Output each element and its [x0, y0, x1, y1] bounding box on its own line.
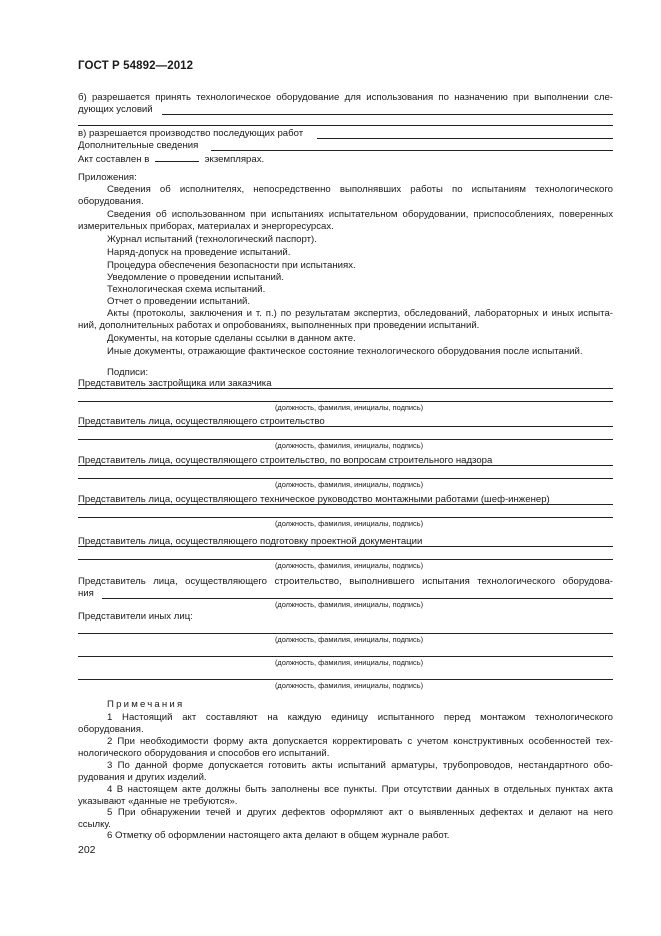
signature-caption: (должность, фамилия, инициалы, подпись)	[274, 441, 424, 450]
signature-caption: (должность, фамилия, инициалы, подпись)	[274, 561, 424, 570]
signature-input-line[interactable]	[78, 517, 613, 518]
field-b-row	[78, 104, 613, 117]
field-b-line1: б) разрешается принять технологическое оборудование для использования по назначению при выполнении сле-	[78, 92, 613, 103]
appendix-item-line: Акты (протоколы, заключения и т. п.) по результатам экспертиз, обследований, лабораторных и иных испыта-	[107, 308, 613, 319]
appendix-item-line: Отчет о проведении испытаний.	[107, 296, 251, 307]
act-copies-input[interactable]	[155, 152, 199, 162]
note-line: рудования и других изделий.	[78, 772, 207, 783]
signature-caption: (должность, фамилия, инициалы, подпись)	[274, 519, 424, 528]
appendix-item-line: Процедура обеспечения безопасности при испытаниях.	[107, 260, 356, 271]
signature-role-label: Представитель застройщика или заказчика	[78, 378, 276, 390]
signature-role-label: Представители иных лиц:	[78, 611, 193, 622]
field-extra-label: Дополнительные сведения	[78, 140, 202, 152]
note-line: 6 Отметку об оформлении настоящего акта делают в общем журнале работ.	[107, 830, 450, 841]
note-line: указывают «данные не требуются».	[78, 796, 238, 807]
notes-title: Примечания	[107, 699, 185, 710]
appendix-item-line: измерительных приборах, материалах и энергоресурсах.	[78, 221, 334, 232]
note-line: ссылку.	[78, 819, 111, 830]
appendix-item-line: Уведомление о проведении испытаний.	[107, 272, 284, 283]
note-line: нологического оборудования и способов его испытаний.	[78, 748, 330, 759]
signature-input-line[interactable]	[78, 546, 613, 547]
signature-caption: (должность, фамилия, инициалы, подпись)	[274, 681, 424, 690]
field-b-input-line-2[interactable]	[78, 125, 613, 126]
signature-role-label: ния	[78, 588, 98, 600]
note-line: 3 По данной форме допускается готовить акты испытаний арматуры, трубопроводов, нестандартного обо-	[107, 760, 613, 771]
signature-input-line[interactable]	[78, 401, 613, 402]
signature-role-label: Представитель лица, осуществляющего строительство, по вопросам строительного надзора	[78, 455, 496, 467]
appendix-item-line: Документы, на которые сделаны ссылки в данном акте.	[107, 333, 356, 344]
signature-caption: (должность, фамилия, инициалы, подпись)	[274, 403, 424, 412]
signature-input-line[interactable]	[78, 388, 613, 389]
signature-caption: (должность, фамилия, инициалы, подпись)	[274, 480, 424, 489]
signatures-title: Подписи:	[107, 367, 148, 378]
note-line: 2 При необходимости форму акта допускается корректировать с учетом конструктивных особенностей тех-	[107, 736, 613, 747]
note-line: 5 При обнаружении течей и других дефектов оформляют акт о выявленных дефектах и делают на него	[107, 807, 613, 818]
signature-row	[78, 536, 613, 549]
note-line: 1 Настоящий акт составляют на каждую единицу испытанного перед монтажом технологического	[107, 712, 613, 723]
signature-input-line[interactable]	[78, 478, 613, 479]
note-line: 4 В настоящем акте должны быть заполнены все пункты. При отсутствии данных в отдельных пунктах акта	[107, 784, 613, 795]
signature-input-line[interactable]	[78, 504, 613, 505]
appendix-item-line: Иные документы, отражающие фактическое состояние технологического оборудования после испытаний.	[107, 346, 583, 357]
signature-caption: (должность, фамилия, инициалы, подпись)	[274, 658, 424, 667]
signature-input-line[interactable]	[102, 598, 613, 599]
field-extra-input-line[interactable]	[211, 150, 613, 151]
field-v-label: в) разрешается производство последующих работ	[78, 128, 307, 140]
appendix-item-line: Сведения об использованном при испытаниях испытательном оборудовании, приспособлениях, поверенных	[107, 209, 613, 220]
signature-caption: (должность, фамилия, инициалы, подпись)	[274, 635, 424, 644]
note-line: оборудования.	[78, 724, 144, 735]
signature-role-label: Представитель лица, осуществляющего подготовку проектной документации	[78, 536, 426, 548]
signature-caption: (должность, фамилия, инициалы, подпись)	[274, 600, 424, 609]
signature-input-line[interactable]	[78, 439, 613, 440]
appendix-item-line: Технологическая схема испытаний.	[107, 284, 266, 295]
act-copies-prefix: Акт составлен в	[78, 154, 150, 165]
signature-input-line[interactable]	[78, 559, 613, 560]
signature-row	[78, 494, 613, 507]
appendix-item-line: Наряд-допуск на проведение испытаний.	[107, 247, 291, 258]
field-b-input-line[interactable]	[162, 114, 613, 115]
signature-input-line[interactable]	[78, 679, 613, 680]
appendix-title: Приложения:	[78, 172, 137, 183]
document-code: ГОСТ Р 54892—2012	[78, 60, 194, 72]
field-v-input-line[interactable]	[317, 138, 613, 139]
signature-row	[78, 416, 613, 429]
signature-input-line[interactable]	[78, 426, 613, 427]
signature-role-label: Представитель лица, осуществляющего строительство, выполнившего испытания технологического оборудова-	[78, 576, 613, 587]
signature-input-line[interactable]	[78, 656, 613, 657]
signature-input-line[interactable]	[78, 633, 613, 634]
signature-row	[78, 378, 613, 391]
appendix-item-line: оборудования.	[78, 196, 144, 207]
page-number: 202	[78, 844, 96, 856]
signature-input-line[interactable]	[78, 465, 613, 466]
signature-role-label: Представитель лица, осуществляющего строительство	[78, 416, 329, 428]
appendix-item-line: Журнал испытаний (технологический паспорт).	[107, 234, 317, 245]
signature-role-label: Представитель лица, осуществляющего техническое руководство монтажными работами (шеф-инженер)	[78, 494, 554, 506]
appendix-item-line: ний, дополнительных работах и опробованиях, выполненных при проведении испытаний.	[78, 320, 480, 331]
signature-row	[78, 455, 613, 468]
appendix-item-line: Сведения об исполнителях, непосредственно выполнявших работы по испытаниям технологического	[107, 184, 613, 195]
act-copies-suffix: экземплярах.	[204, 154, 265, 165]
field-b-line2: дующих условий	[78, 104, 157, 116]
act-copies-row	[78, 152, 264, 166]
